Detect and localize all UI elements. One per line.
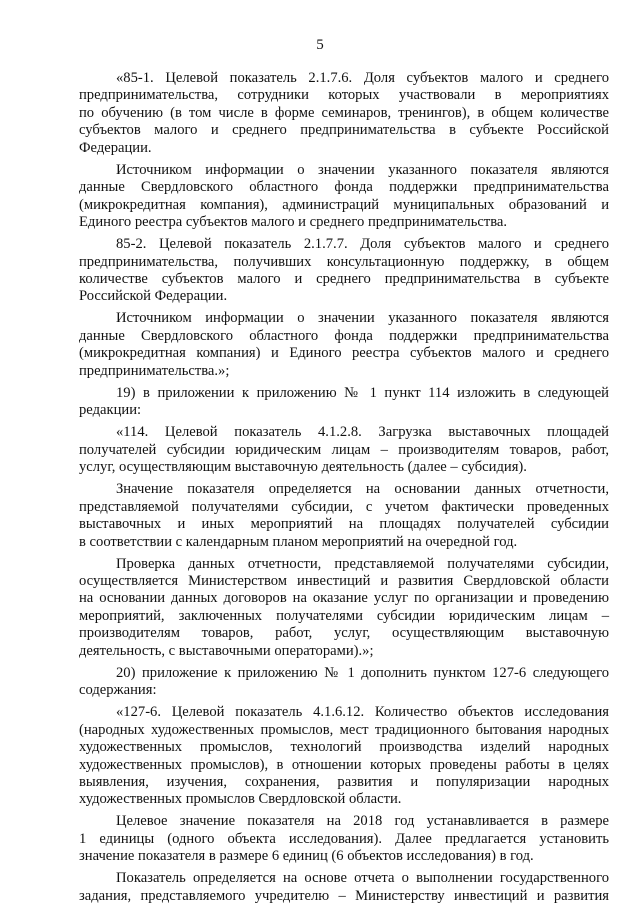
text-line: по обучению (в том числе в форме семинаров, тренингов), в общем количестве [79,104,609,121]
text-line: художественных промыслов), в отношении которых проведены работы в целях [79,756,609,773]
text-line: Источником информации о значении указанного показателя являются [116,161,609,178]
paragraph [79,236,609,306]
paragraph [79,870,609,905]
text-line: редакции: [79,402,142,419]
text-line: Федерации. [79,139,152,156]
paragraph [79,704,609,809]
text-line: Единого реестра субъектов малого и среднего предпринимательства. [79,214,508,231]
text-line: художественных промыслов Свердловской области. [79,791,402,808]
text-line: получателей субсидии юридическим лицам – производителям товаров, работ, [79,441,609,458]
text-line: содержания: [79,682,157,699]
text-line: Показатель определяется на основе отчета о выполнении государственного [116,870,609,887]
text-line: выявления, изучения, сохранения, развития и популяризации народных [79,773,609,790]
text-line: 1 единицы (одного объекта исследования). Далее предлагается установить [79,830,609,847]
text-line: 85-2. Целевой показатель 2.1.7.7. Доля субъектов малого и среднего [116,236,609,253]
text-line: 19) в приложении к приложению № 1 пункт 114 изложить в следующей [116,384,609,401]
text-line: (микрокредитная компания) и Единого реестра субъектов малого и среднего [79,345,609,362]
page-number: 5 [316,37,324,53]
text-line: Источником информации о значении указанного показателя являются [116,310,609,327]
text-line: Значение показателя определяется на основании данных отчетности, [116,481,609,498]
text-line: Проверка данных отчетности, представляемой получателями субсидии, [116,555,609,572]
text-line: художественных промыслов, технологий производства изделий народных [79,739,609,756]
paragraph [79,310,609,380]
text-line: количестве субъектов малого и среднего предпринимательства в субъекте [79,271,609,287]
text-line: «127-6. Целевой показатель 4.1.6.12. Количество объектов исследования [116,704,609,721]
text-line: предпринимательства, сотрудники которых участвовали в мероприятиях [79,87,609,104]
text-line: Российской Федерации. [79,288,228,305]
text-line: на основании данных договоров на оказание услуг по организации и проведению [79,590,609,607]
text-line: мероприятий, заключенных получателями субсидии юридическим лицам – [79,607,609,624]
text-line: деятельность, с выставочными операторами).»; [79,642,374,659]
text-line: предпринимательства.»; [79,362,230,379]
text-line: данные Свердловского областного фонда поддержки предпринимательства [79,327,609,344]
text-line: осуществляется Министерством инвестиций и развития Свердловской области [79,572,609,589]
text-line: выставочных и иных мероприятий на площадях получателей субсидии [79,516,609,533]
text-line: задания, представляемого учредителю – Министерству инвестиций и развития [79,887,609,904]
text-line: субъектов малого и среднего предпринимательства в субъекте Российской [79,122,609,139]
text-line: 20) приложение к приложению № 1 дополнить пунктом 127-6 следующего [116,664,609,681]
paragraph [79,481,609,551]
paragraph [79,813,609,865]
text-line: представляемой получателями субсидии, с учетом фактически проведенных [79,498,609,515]
text-line: в соответствии с календарным планом мероприятий на очередной год. [79,533,518,550]
text-line: (микрокредитная компания), администраций муниципальных образований и [79,196,609,213]
text-line: производителям товаров, работ, услуг, осуществляющим выставочную [79,625,609,642]
text-line: «85-1. Целевой показатель 2.1.7.6. Доля субъектов малого и среднего [116,70,609,86]
text-line: значение показателя в размере 6 единиц (6 объектов исследования) в год. [79,848,534,865]
text-line: «114. Целевой показатель 4.1.2.8. Загрузка выставочных площадей [116,424,609,441]
paragraph [79,556,609,661]
text-line: данные Свердловского областного фонда поддержки предпринимательства [79,179,609,196]
text-line: услуг, осуществляющим выставочную деятельность (далее – субсидия). [79,459,527,476]
paragraph [79,665,609,700]
document-body [79,70,609,905]
text-line: Целевое значение показателя на 2018 год устанавливается в размере [116,813,609,830]
paragraph [79,424,609,476]
text-line: (народных художественных промыслов, мест традиционного бытования народных [79,721,609,738]
paragraph [79,162,609,232]
paragraph [79,385,609,420]
paragraph [79,70,609,157]
text-line: предпринимательства, получивших консультационную поддержку, в общем [79,253,609,270]
